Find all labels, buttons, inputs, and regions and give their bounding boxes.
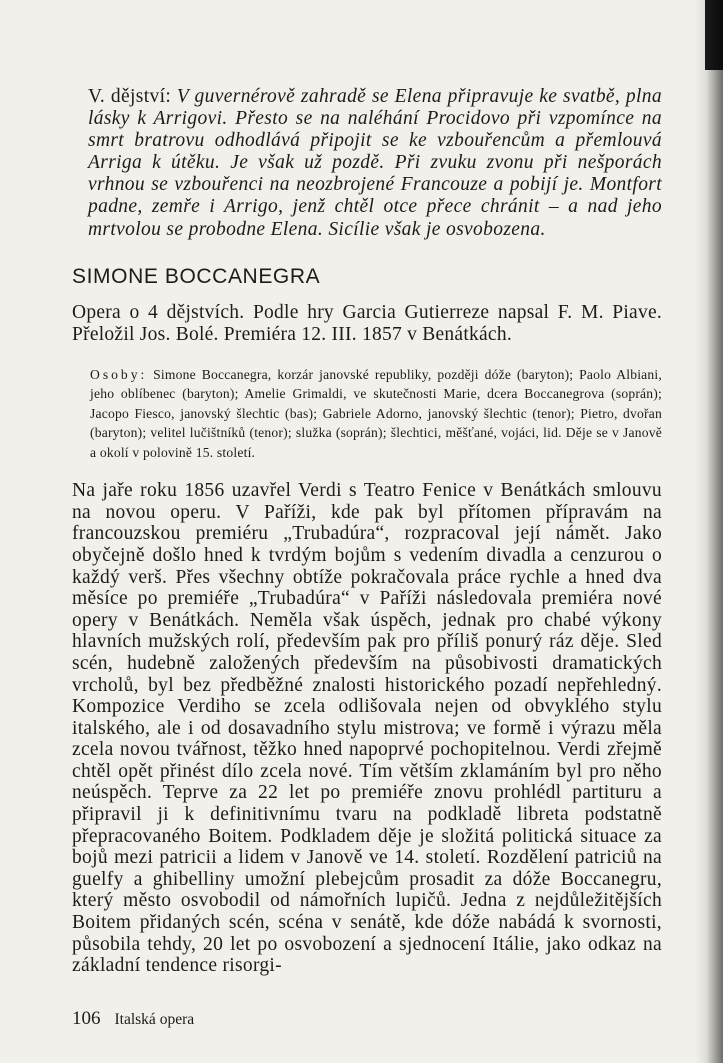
- page-footer: [72, 1008, 194, 1030]
- running-title: Italská opera: [114, 1011, 195, 1028]
- cast-label: Osoby:: [90, 366, 148, 382]
- page-number: 106: [72, 1008, 101, 1029]
- act-text: V guvernérově zahradě se Elena připravuje ke svatbě, plna lásky k Arrigovi. Přesto se na naléhání Procidovo při vzpomínce na smrt bratrovu odhodlává připojit se ke vzbouřencům a přemlouvá Arriga k útěku. Je však už pozdě. Při zvuku zvonu při nešporách vrhnou se vzbouřenci na neozbrojené Francouze a pobijí je. Montfort padne, zemře i Arrigo, jenž chtěl otce přece chránit – a nad jeho mrtvolou se probodne Elena. Sicílie však je osvobozena.: [88, 86, 662, 240]
- opera-subtitle: Opera o 4 dějstvích. Podle hry Garcia Gutierreze napsal F. M. Piave. Přeložil Jos. Bolé. Premiéra 12. III. 1857 v Benátkách.: [72, 301, 662, 345]
- page-edge-shadow: [695, 0, 723, 1063]
- act-label: V. dějství:: [88, 86, 172, 107]
- cast-text: Simone Boccanegra, korzár janovské republiky, později dóže (baryton); Paolo Albiani, jeho oblíbenec (baryton); Amelie Grimaldi, ve skutečnosti Marie, dcera Boccanegrova (soprán); Jacopo Fiesco, janovský šlechtic (bas); Gabriele Adorno, janovský šlechtic (tenor); Pietro, dvořan (baryton); velitel lučištníků (tenor); služka (soprán); šlechtici, měšťané, vojáci, lid. Děje se v Janově a okolí v polovině 15. století.: [90, 366, 662, 460]
- opera-title: SIMONE BOCCANEGRA: [72, 264, 321, 288]
- cast-list: [90, 365, 662, 463]
- act-five-synopsis: [88, 86, 662, 241]
- page-content: [72, 86, 662, 977]
- body-paragraph: Na jaře roku 1856 uzavřel Verdi s Teatro Fenice v Benátkách smlouvu na novou operu. V Paříži, kde pak byl přítomen přípravám na francouzskou premiéru „Trubadúra“, rozpracoval její námět. Jako obyčejně došlo hned k tvrdým bojům s vedením divadla a cenzurou o každý verš. Přes všechny obtíže pokračovala práce rychle a hned dva měsíce po premiéře „Trubadúra“ v Paříži následovala premiéra nové opery v Benátkách. Neměla však úspěch, jednak pro chabé výkony hlavních mužských rolí, především pak pro příliš ponurý ráz děje. Sled scén, hudebně založených především na působivosti dramatických vrcholů, byl bez předběžné znalosti historického pozadí nepřehledný. Kompozice Verdiho se zcela odlišovala nejen od obvyklého stylu italského, ale i od dosavadního stylu mistrova; ve formě i výrazu měla zcela novou tvářnost, těžko hned napoprvé pochopitelnou. Verdi zřejmě chtěl opět přinést dílo zcela nové. Tím větším zklamáním byl pro něho neúspěch. Teprve za 22 let po premiéře znovu prohlédl partituru a připravil ji k definitivnímu tvaru na podkladě libreta podstatně přepracovaného Boitem. Podkladem děje je složitá politická situace za bojů mezi patricii a lidem v Janově ve 14. století. Rozdělení patriciů na guelfy a ghibelliny umožní plebejcům prosadit za dóže Boccanegru, který město osvobodil od námořních lupičů. Jedna z nejdůležitějších Boitem přidaných scén, scéna v senátě, kde dóže nabádá k svornosti, působila tehdy, 20 let po osvobození a sjednocení Itálie, jako odkaz na základní tendence risorgi-: [72, 480, 662, 977]
